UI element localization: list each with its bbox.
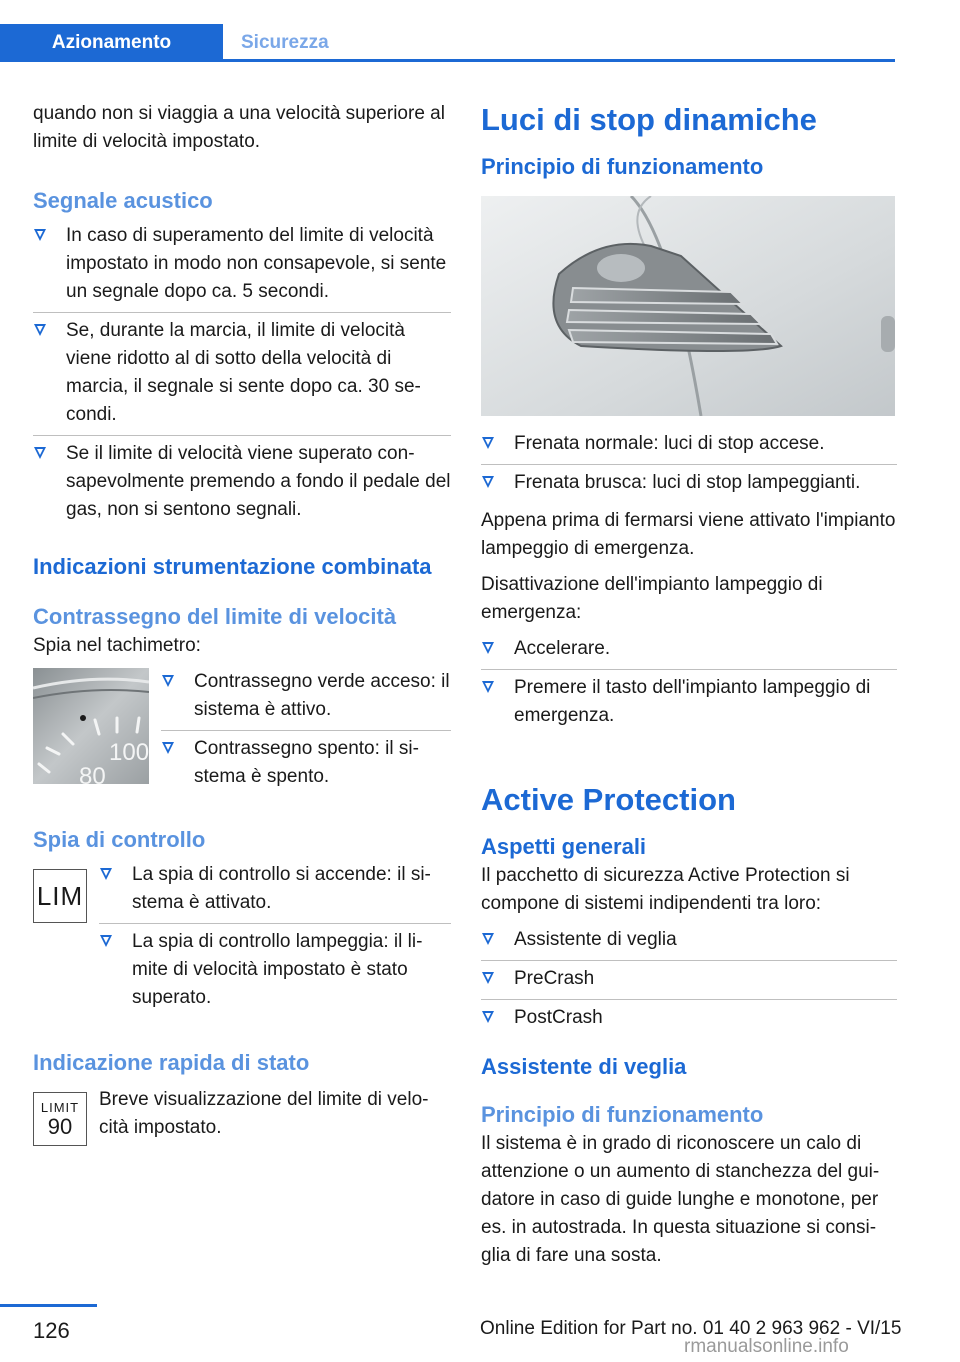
- triangle-bullet-icon: [482, 1011, 494, 1023]
- list-item: Assistente di veglia: [481, 926, 897, 961]
- rapida-text: Breve visualizzazione del limite di velocità impostato.: [99, 1089, 429, 1138]
- disattivazione-text: Disattivazione dell'impianto lampeggio di emergenza:: [481, 574, 823, 623]
- tab-sicurezza[interactable]: Sicurezza: [241, 32, 329, 53]
- rapida-row: [33, 1086, 451, 1150]
- segnale-list: [33, 222, 451, 530]
- triangle-bullet-icon: [482, 972, 494, 984]
- list-item: La spia di controllo si accende: il sistema è attivato.: [99, 861, 451, 924]
- list-item: Frenata normale: luci di stop accese.: [481, 430, 897, 465]
- heading-contrassegno: Contrassegno del limite di velocità: [33, 604, 397, 629]
- list-item: PreCrash: [481, 965, 897, 1000]
- taillight-image: [481, 196, 895, 416]
- list-item: Frenata brusca: luci di stop lampeggianti.: [481, 469, 897, 503]
- heading-principio-2: Principio di funzionamento: [481, 1102, 764, 1127]
- triangle-bullet-icon: [34, 324, 46, 336]
- triangle-bullet-icon: [34, 229, 46, 241]
- heading-assistente-veglia: Assistente di veglia: [481, 1054, 687, 1079]
- heading-active-protection: Active Protection: [481, 782, 736, 817]
- disattivazione-list: [481, 635, 897, 736]
- list-item: In caso di superamento del limite di velocità impostato in modo non consapevole, si sente un segnale dopo ca. 5 secondi.: [33, 222, 451, 313]
- triangle-bullet-icon: [482, 642, 494, 654]
- triangle-bullet-icon: [482, 681, 494, 693]
- heading-aspetti-generali: Aspetti generali: [481, 834, 647, 859]
- sistema-text: Il sistema è in grado di riconoscere un calo di attenzione o un aumento di stanchezza del guidatore in caso di guide lunghe e monotone, per es. in autostrada. In questa situazione si consiglia di fare una sosta.: [481, 1133, 880, 1266]
- speedo-label-80: 80: [79, 763, 106, 784]
- page-number-rule: [0, 1304, 97, 1307]
- left-column: [33, 100, 451, 1150]
- triangle-bullet-icon: [100, 935, 112, 947]
- speedo-label-100: 100: [109, 739, 149, 766]
- triangle-bullet-icon: [162, 742, 174, 754]
- header-rule: [0, 59, 895, 62]
- lim-indicator-icon: LIM: [33, 869, 87, 923]
- heading-indicazione-rapida: Indicazione rapida di stato: [33, 1050, 310, 1075]
- triangle-bullet-icon: [482, 437, 494, 449]
- triangle-bullet-icon: [162, 675, 174, 687]
- contrassegno-list: [161, 668, 451, 801]
- speedometer-image: [33, 668, 149, 784]
- spia-row: [33, 861, 451, 1022]
- triangle-bullet-icon: [34, 447, 46, 459]
- contrassegno-row: [33, 668, 451, 801]
- luci-list: [481, 430, 897, 503]
- heading-spia-controllo: Spia di controllo: [33, 827, 206, 852]
- heading-luci-stop: Luci di stop dinamiche: [481, 102, 817, 137]
- triangle-bullet-icon: [100, 868, 112, 880]
- edition-footer: Online Edition for Part no. 01 40 2 963 962 - VI/15: [480, 1318, 902, 1339]
- intro-text: quando non si viaggia a una velocità superiore al limite di velocità impostato.: [33, 103, 445, 152]
- list-item: Contrassegno spento: il sistema è spento.: [161, 735, 451, 797]
- heading-indicazioni: Indicazioni strumentazione combinata: [33, 554, 432, 579]
- top-navigation: [0, 0, 960, 62]
- limit-90-icon: LIMIT 90: [33, 1092, 87, 1146]
- heading-segnale-acustico: Segnale acustico: [33, 188, 213, 213]
- triangle-bullet-icon: [482, 476, 494, 488]
- triangle-bullet-icon: [482, 933, 494, 945]
- appena-text: Appena prima di fermarsi viene attivato l'impianto lampeggio di emergenza.: [481, 510, 896, 559]
- pacchetto-text: Il pacchetto di sicurezza Active Protection si compone di sistemi indipendenti tra loro:: [481, 865, 850, 914]
- active-list: [481, 926, 897, 1038]
- list-item: PostCrash: [481, 1004, 897, 1038]
- spia-list: [99, 861, 451, 1022]
- list-item: Premere il tasto dell'impianto lampeggio di emergenza.: [481, 674, 897, 736]
- watermark: rmanualsonline.info: [684, 1336, 849, 1357]
- list-item: La spia di controllo lampeggia: il limite di velocità impostato è stato superato.: [99, 928, 451, 1018]
- list-item: Accelerare.: [481, 635, 897, 670]
- right-column: [481, 100, 897, 1278]
- spia-tachimetro-text: Spia nel tachimetro:: [33, 635, 201, 656]
- page-number: 126: [33, 1318, 70, 1343]
- list-item: Se, durante la marcia, il limite di velocità viene ridotto al di sotto della velocità di marcia, il segnale si sente dopo ca. 30 secondi.: [33, 317, 451, 436]
- list-item: Se il limite di velocità viene superato consapevolmente premendo a fondo il pedale del gas, non si sentono segnali.: [33, 440, 451, 530]
- list-item: Contrassegno verde acceso: il sistema è attivo.: [161, 668, 451, 731]
- tab-azionamento[interactable]: Azionamento: [0, 24, 223, 62]
- heading-principio: Principio di funzionamento: [481, 154, 764, 179]
